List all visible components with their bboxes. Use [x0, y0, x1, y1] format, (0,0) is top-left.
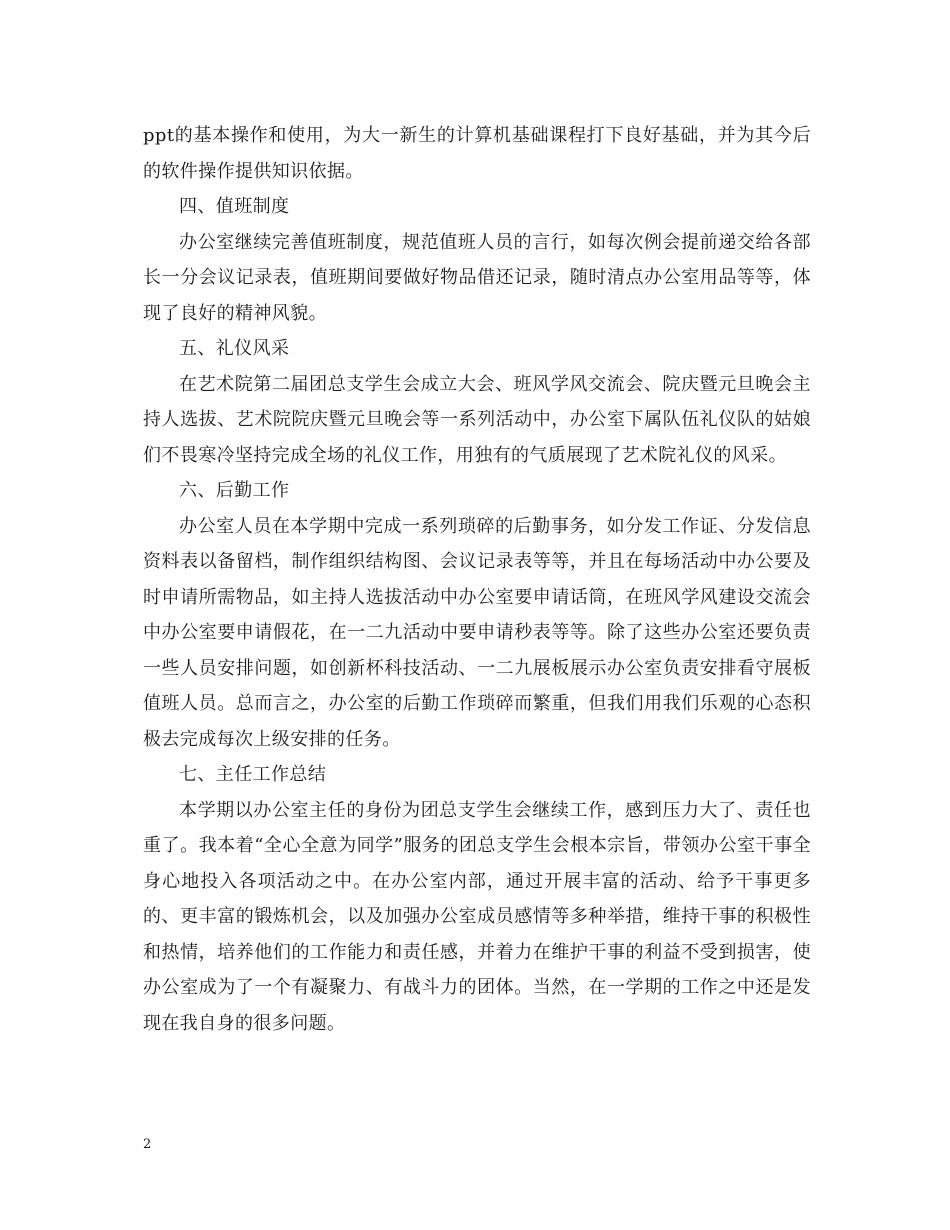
- section-heading-duty: 四、值班制度: [179, 196, 290, 217]
- paragraph-logistics: 办公室人员在本学期中完成一系列琐碎的后勤事务，如分发工作证、分发信息资料表以备留档，制作组织结构图、会议记录表等等，并且在每场活动中办公要及时申请所需物品，如主持人选拔活动中办公室要申请话筒，在班风学风建设交流会中办公室要申请假花，在一二九活动中要申请秒表等等。除了这些办公室还要负责一些人员安排问题，如创新杯科技活动、一二九展板展示办公室负责安排看守展板值班人员。总而言之，办公室的后勤工作琐碎而繁重，但我们用我们乐观的心态积极去完成每次上级安排的任务。: [143, 515, 811, 750]
- paragraph-etiquette: 在艺术院第二届团总支学生会成立大会、班风学风交流会、院庆暨元旦晚会主持人选拔、艺术院院庆暨元旦晚会等一系列活动中，办公室下属队伍礼仪队的姑娘们不畏寒冷坚持完成全场的礼仪工作，用独有的气质展现了艺术院礼仪的风采。: [143, 373, 811, 466]
- section-heading-etiquette: 五、礼仪风采: [179, 338, 290, 359]
- paragraph-director-summary: 本学期以办公室主任的身份为团总支学生会继续工作，感到压力大了、责任也重了。我本着“全心全意为同学”服务的团总支学生会根本宗旨，带领办公室干事全身心地投入各项活动之中。在办公室内部，通过开展丰富的活动、给予干事更多的、更丰富的锻炼机会，以及加强办公室成员感情等多种举措，维持干事的积极性和热情，培养他们的工作能力和责任感，并着力在维护干事的利益不受到损害，使办公室成为了一个有凝聚力、有战斗力的团体。当然，在一学期的工作之中还是发现在我自身的很多问题。: [143, 799, 811, 1034]
- document-body: [143, 118, 811, 1041]
- section-heading-logistics: 六、后勤工作: [179, 480, 290, 501]
- section-heading-director-summary: 七、主任工作总结: [179, 764, 327, 785]
- paragraph-continued: ppt的基本操作和使用，为大一新生的计算机基础课程打下良好基础，并为其今后的软件操作提供知识依据。: [143, 125, 811, 182]
- paragraph-duty: 办公室继续完善值班制度，规范值班人员的言行，如每次例会提前递交给各部长一分会议记录表，值班期间要做好物品借还记录，随时清点办公室用品等等，体现了良好的精神风貌。: [143, 231, 811, 324]
- page-number: 2: [143, 1137, 152, 1152]
